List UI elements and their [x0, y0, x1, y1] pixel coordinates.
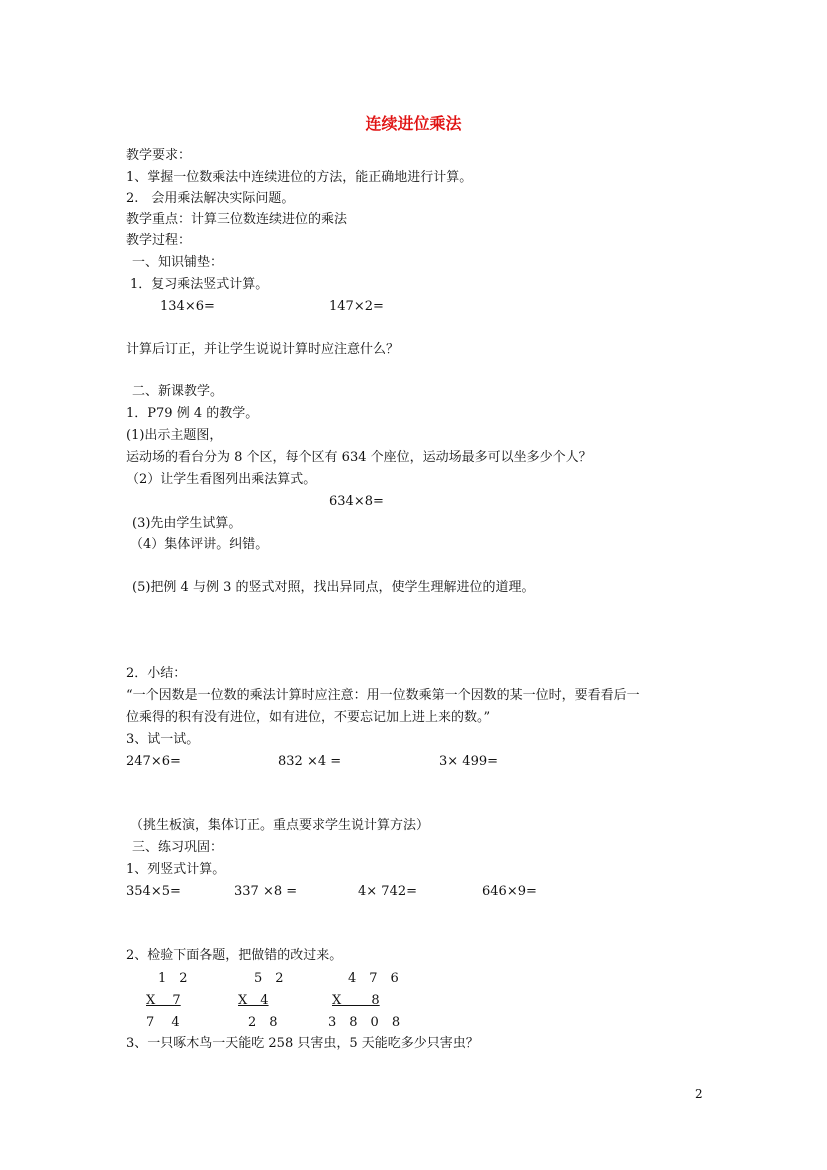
section-2-sub-1: (1)出示主题图，: [126, 428, 223, 443]
summary-line-2: 位乘得的积有没有进位，如有进位，不要忘记加上进上来的数。”: [126, 710, 491, 725]
example-problem: 运动场的看台分为 8 个区，每个区有 634 个座位，运动场最多可以坐多少个人？: [126, 450, 592, 465]
requirements-heading: 教学要求：: [126, 148, 192, 163]
section-2-sub-2: （2）让学生看图列出乘法算式。: [126, 472, 317, 487]
section-1-item-1: 1．复习乘法竖式计算。: [130, 277, 269, 292]
example-expression: 634×8=: [329, 494, 384, 509]
review-note: 计算后订正，并让学生说说计算时应注意什么？: [126, 342, 400, 357]
section-2-sub-4: （4）集体评讲。纠错。: [130, 537, 269, 552]
try-note: （挑生板演，集体订正。重点要求学生说计算方法）: [130, 818, 430, 833]
page-number: 2: [695, 1087, 703, 1101]
vertical-2-result: 2 8: [248, 1015, 278, 1030]
practice-calc-4: 646×9=: [482, 884, 537, 899]
vertical-3-result: 3 8 0 8: [328, 1015, 401, 1030]
vertical-3-multiplier: X 8: [332, 993, 380, 1008]
requirement-2: 2. 会用乘法解决实际问题。: [126, 191, 295, 206]
vertical-2-multiplier: X 4: [238, 993, 269, 1008]
vertical-1-multiplier: X 7: [146, 993, 181, 1008]
section-3-item-2: 2、检验下面各题，把做错的改过来。: [126, 948, 343, 963]
page-title: 连续进位乘法: [365, 114, 462, 133]
review-calc-1: 134×6=: [160, 299, 215, 314]
section-2-item-1: 1．P79 例 4 的教学。: [126, 406, 259, 421]
vertical-2-top: 5 2: [254, 971, 284, 986]
practice-calc-3: 4× 742=: [358, 884, 418, 899]
section-2-sub-5: (5)把例 4 与例 3 的竖式对照，找出异同点，使学生理解进位的道理。: [132, 580, 535, 595]
vertical-1-result: 7 4: [146, 1015, 180, 1030]
key-point: 教学重点：计算三位数连续进位的乘法: [126, 212, 348, 227]
section-3-item-3: 3、一只啄木鸟一天能吃 258 只害虫，5 天能吃多少只害虫？: [126, 1036, 479, 1051]
vertical-3-top: 4 7 6: [348, 971, 399, 986]
practice-calc-1: 354×5=: [126, 884, 181, 899]
section-3-item-1: 1、列竖式计算。: [126, 862, 226, 877]
try-heading: 3、试一试。: [126, 732, 200, 747]
practice-calc-2: 337 ×8 =: [234, 884, 298, 899]
try-calc-2: 832 ×4 =: [278, 754, 342, 769]
summary-line-1: “一个因数是一位数的乘法计算时应注意：用一位数乘第一个因数的某一位时，要看看后一: [126, 688, 640, 703]
section-1-heading: 一、知识铺垫：: [132, 255, 224, 270]
vertical-1-top: 1 2: [158, 971, 188, 986]
summary-heading: 2．小结：: [126, 666, 187, 681]
process-heading: 教学过程：: [126, 233, 192, 248]
section-3-heading: 三、练习巩固：: [132, 840, 224, 855]
requirement-1: 1、掌握一位数乘法中连续进位的方法，能正确地进行计算。: [126, 170, 473, 185]
try-calc-1: 247×6=: [126, 754, 181, 769]
section-2-heading: 二、新课教学。: [132, 384, 224, 399]
try-calc-3: 3× 499=: [439, 754, 499, 769]
section-2-sub-3: (3)先由学生试算。: [132, 516, 242, 531]
review-calc-2: 147×2=: [329, 299, 384, 314]
